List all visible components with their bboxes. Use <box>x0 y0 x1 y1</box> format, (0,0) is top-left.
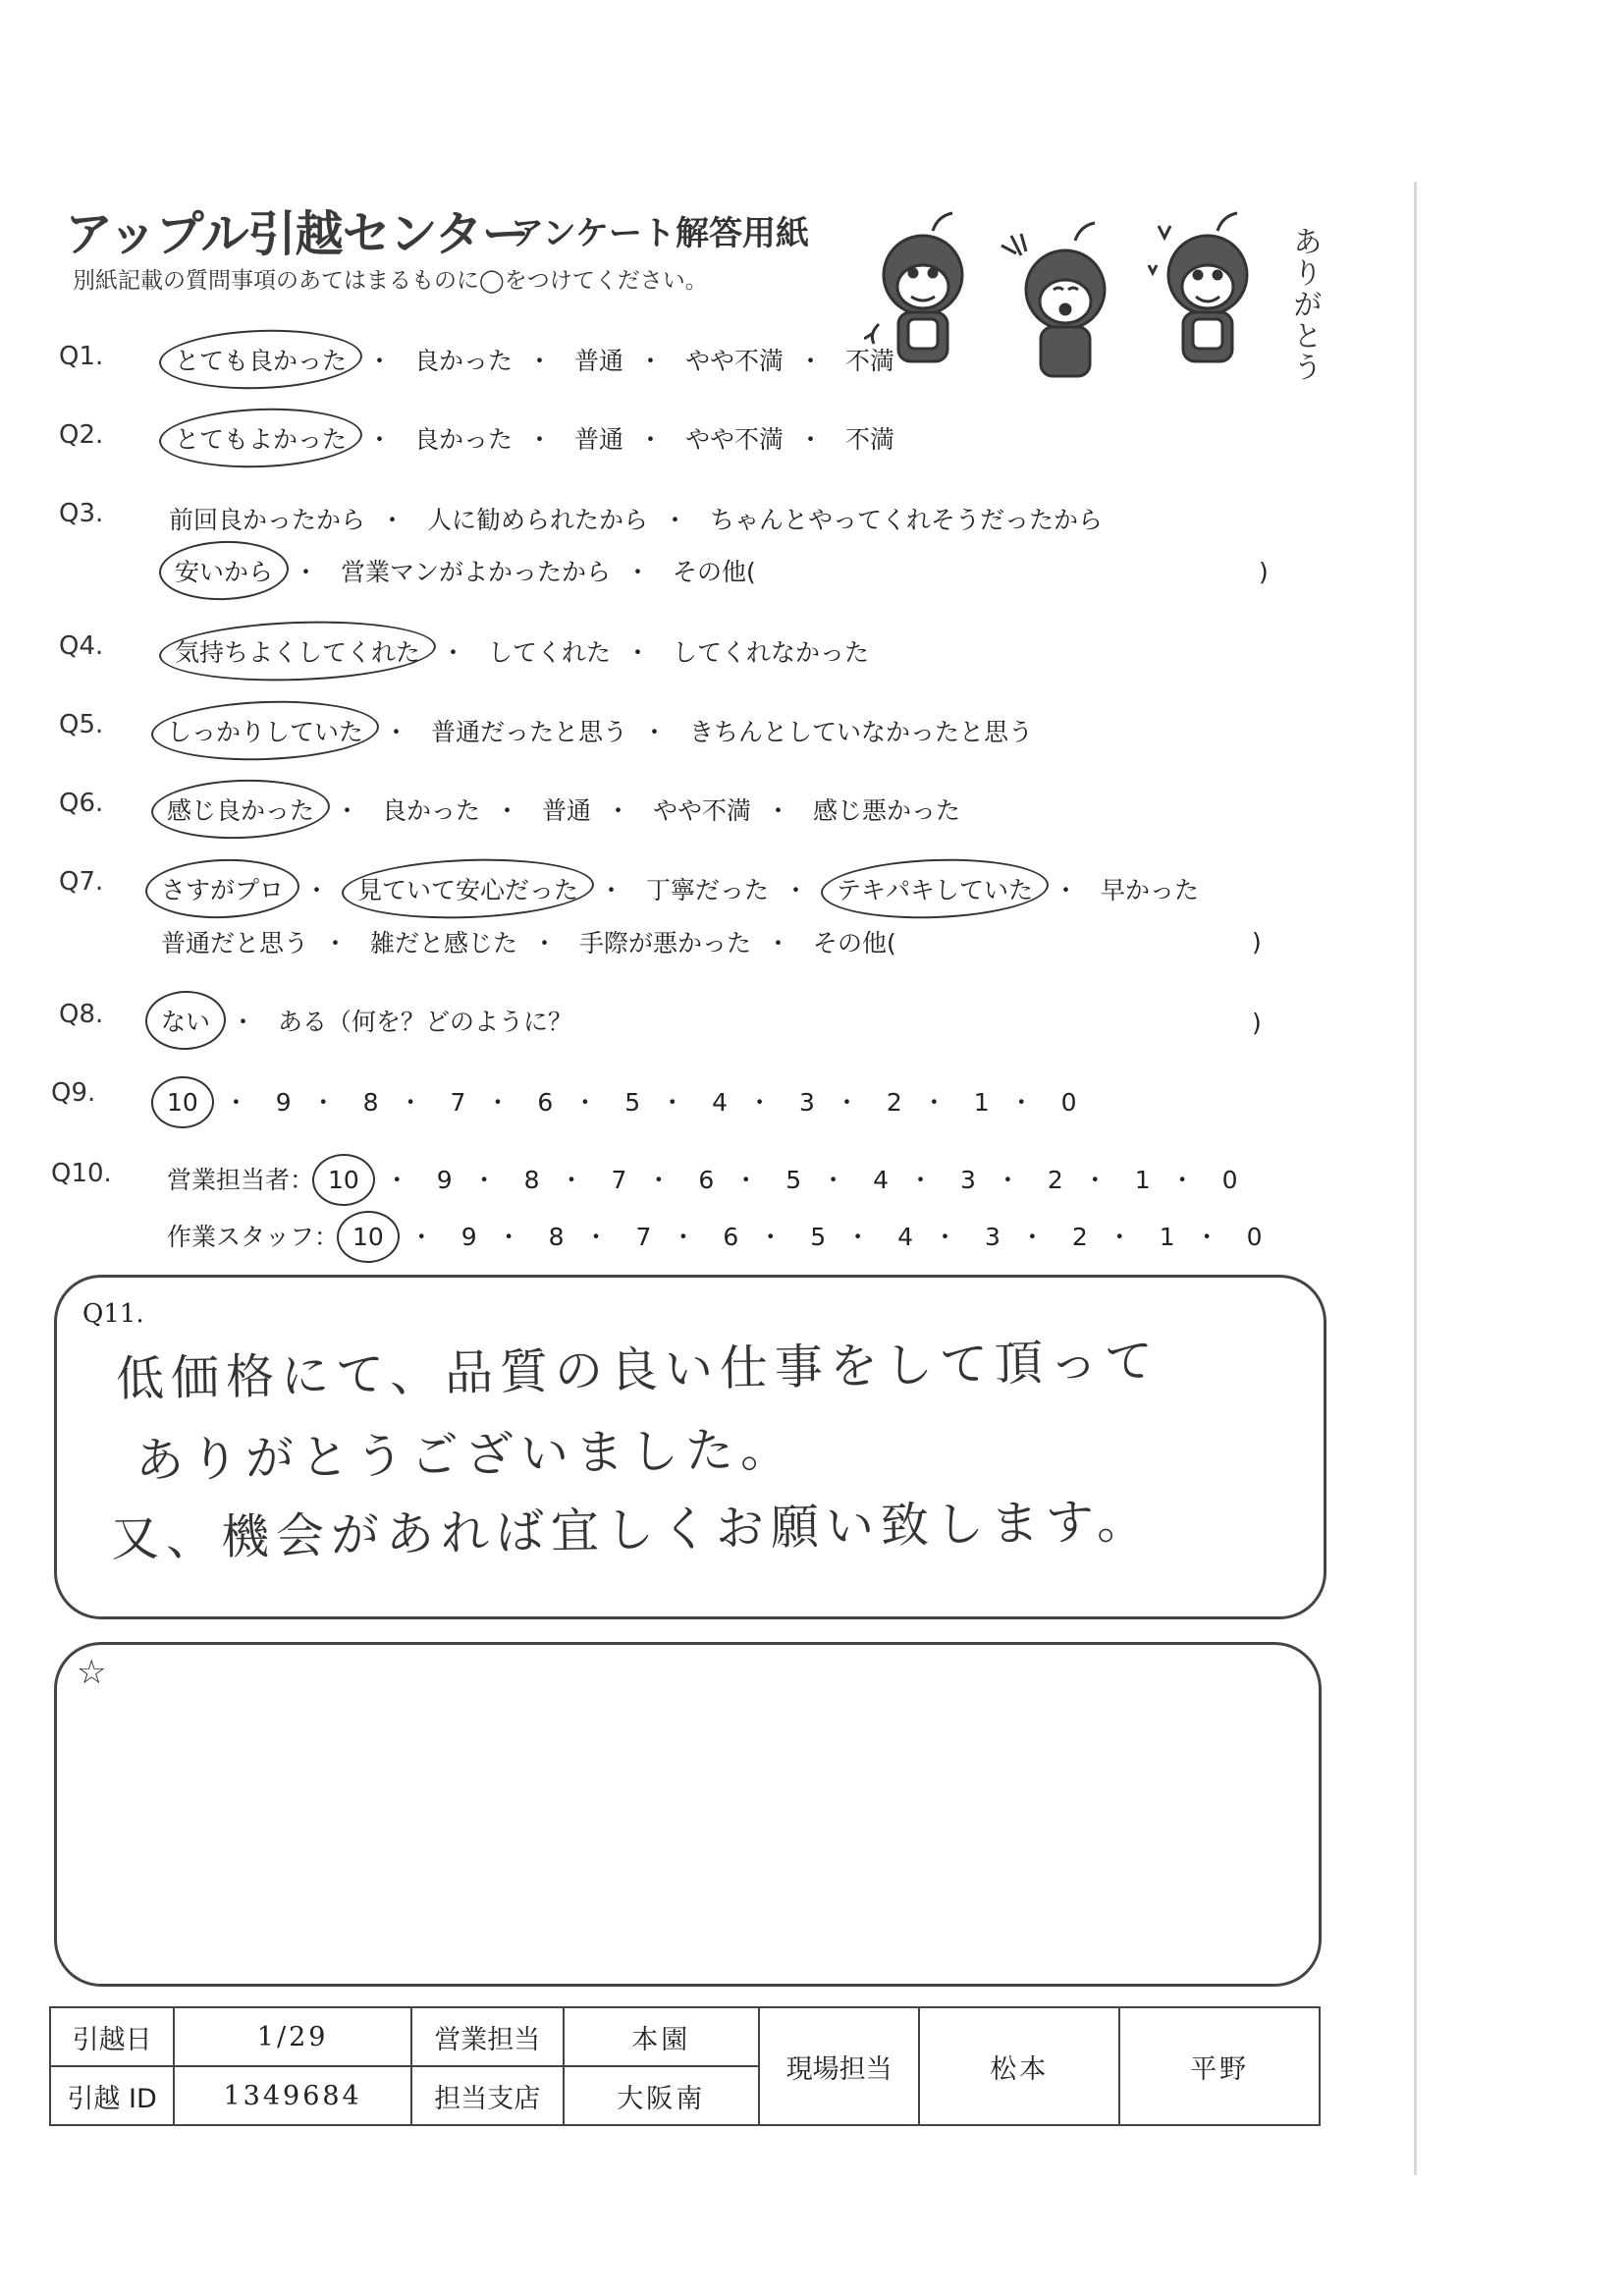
q5-option[interactable]: きちんとしていなかったと思う <box>688 718 1033 746</box>
q11-label: Q11. <box>82 1299 144 1329</box>
q9-score[interactable]: 6 <box>537 1088 554 1117</box>
move-id-label: 引越 ID <box>50 2066 174 2125</box>
q10-sales-score[interactable]: 2 <box>1047 1166 1063 1194</box>
q10-sales-row: 営業担当者： 10 ・ 9 ・ 8 ・ 7 ・ 6 ・ 5 ・ 4 ・ 3 ・ 2 ・ 1 ・ 0 <box>167 1166 1238 1194</box>
q2-option[interactable]: 良かった <box>413 425 513 454</box>
q4-option[interactable]: してくれた <box>487 638 611 667</box>
q3-options-line1: 前回良かったから ・ 人に勧められたから ・ ちゃんとやってくれそうだったから <box>169 506 1103 534</box>
q3-option[interactable]: 前回良かったから <box>169 506 366 534</box>
star-icon: ☆ <box>77 1653 107 1692</box>
q2-option-selected[interactable]: とてもよかった <box>169 420 352 456</box>
form-title: アンケート解答用紙 <box>511 214 809 253</box>
q6-option[interactable]: 良かった <box>381 796 480 825</box>
q9-score-selected[interactable]: 10 <box>161 1088 204 1117</box>
q6-option[interactable]: 感じ悪かった <box>812 796 960 825</box>
q10-sales-score[interactable]: 7 <box>611 1166 627 1194</box>
q7-option[interactable]: 早かった <box>1100 876 1199 904</box>
q9-score[interactable]: 9 <box>275 1088 292 1117</box>
q8-close-paren: ) <box>1252 1009 1262 1037</box>
q1-options: とても良かった ・ 良かった ・ 普通 ・ やや不満 ・ 不満 <box>169 342 894 377</box>
q6-option[interactable]: 普通 <box>541 796 591 825</box>
q11-handwritten-line: 又、機会があれば宜しくお願い致します。 <box>110 1493 1153 1567</box>
q10-sales-score[interactable]: 9 <box>436 1166 453 1194</box>
q7-number: Q7. <box>59 867 104 897</box>
q5-number: Q5. <box>59 710 104 739</box>
q8-number: Q8. <box>59 1000 104 1029</box>
q7-close-paren: ) <box>1252 928 1262 957</box>
q8-option[interactable]: ある（何を？どのように？ <box>277 1008 572 1036</box>
q10-staff-row: 作業スタッフ： 10 ・ 9 ・ 8 ・ 7 ・ 6 ・ 5 ・ 4 ・ 3 ・ 2 ・ 1 ・ 0 <box>167 1223 1263 1251</box>
q10-sales-score[interactable]: 4 <box>873 1166 890 1194</box>
q10-sales-score[interactable]: 3 <box>960 1166 976 1194</box>
footer-info-table <box>49 2006 1321 2126</box>
q10-staff-score[interactable]: 7 <box>635 1223 652 1251</box>
q8-options: ない ・ ある（何を？どのように？ <box>155 1003 572 1038</box>
branch-name: 大阪南 <box>564 2066 759 2125</box>
q9-score[interactable]: 1 <box>973 1088 990 1117</box>
q7-option[interactable]: 雑だと感じた <box>369 929 517 957</box>
field-staff-label: 現場担当 <box>759 2007 919 2125</box>
q3-option-other[interactable]: その他( <box>672 558 756 586</box>
monkey-mascots-illustration <box>864 206 1296 393</box>
q6-option-selected[interactable]: 感じ良かった <box>161 792 320 827</box>
thanks-vertical-text: ありがとう <box>1287 226 1322 383</box>
branch-label: 担当支店 <box>411 2066 564 2125</box>
q10-staff-score[interactable]: 0 <box>1246 1223 1263 1251</box>
q10-number: Q10. <box>51 1159 112 1188</box>
q10-sales-score-selected[interactable]: 10 <box>322 1166 365 1194</box>
q1-option-selected[interactable]: とても良かった <box>169 342 352 377</box>
q7-option-selected[interactable]: テキパキしていた <box>831 871 1039 906</box>
star-comment-box[interactable] <box>54 1642 1322 1987</box>
q10-staff-label: 作業スタッフ <box>167 1223 315 1251</box>
q5-option[interactable]: 普通だったと思う <box>430 718 627 746</box>
q9-score[interactable]: 4 <box>712 1088 729 1117</box>
q3-close-paren: ) <box>1259 558 1269 586</box>
q10-staff-score[interactable]: 8 <box>548 1223 565 1251</box>
q9-number: Q9. <box>51 1078 96 1108</box>
q4-number: Q4. <box>59 631 104 661</box>
q4-options: 気持ちよくしてくれた ・ してくれた ・ してくれなかった <box>169 633 869 669</box>
q6-option[interactable]: やや不満 <box>652 796 751 825</box>
q1-number: Q1. <box>59 342 104 371</box>
q2-number: Q2. <box>59 420 104 450</box>
q10-staff-score[interactable]: 3 <box>985 1223 1001 1251</box>
q10-staff-score-selected[interactable]: 10 <box>347 1223 390 1251</box>
q10-staff-score[interactable]: 5 <box>810 1223 827 1251</box>
q7-option-selected[interactable]: さすがプロ <box>155 871 290 906</box>
q8-option-selected[interactable]: ない <box>155 1003 216 1038</box>
colon: ： <box>314 1223 340 1251</box>
q10-staff-score[interactable]: 9 <box>460 1223 477 1251</box>
q9-score[interactable]: 8 <box>362 1088 379 1117</box>
instruction-text: 別紙記載の質問事項のあてはまるものに◯をつけてください。 <box>73 268 708 294</box>
q3-option-selected[interactable]: 安いから <box>169 553 279 588</box>
q10-staff-score[interactable]: 6 <box>723 1223 739 1251</box>
q2-options: とてもよかった ・ 良かった ・ 普通 ・ やや不満 ・ 不満 <box>169 420 894 456</box>
q9-score[interactable]: 3 <box>799 1088 815 1117</box>
q2-option[interactable]: やや不満 <box>684 425 784 454</box>
q6-number: Q6. <box>59 789 104 818</box>
sales-label: 営業担当 <box>411 2007 564 2066</box>
q10-staff-score[interactable]: 2 <box>1071 1223 1088 1251</box>
q11-comment-box[interactable] <box>54 1275 1326 1619</box>
q10-sales-score[interactable]: 5 <box>785 1166 802 1194</box>
colon: ： <box>290 1166 315 1194</box>
q11-handwritten-line: ありがとうございました。 <box>135 1421 796 1489</box>
q7-option[interactable]: 普通だと思う <box>161 929 309 957</box>
q7-option-selected[interactable]: 見ていて安心だった <box>352 871 584 906</box>
q2-option[interactable]: 普通 <box>573 425 623 454</box>
q10-sales-score[interactable]: 8 <box>523 1166 540 1194</box>
sales-name: 本園 <box>564 2007 759 2066</box>
q9-scale: 10 ・ 9 ・ 8 ・ 7 ・ 6 ・ 5 ・ 4 ・ 3 ・ 2 ・ 1 ・ 0 <box>161 1083 1077 1119</box>
q5-options: しっかりしていた ・ 普通だったと思う ・ きちんとしていなかったと思う <box>161 713 1033 748</box>
q5-option-selected[interactable]: しっかりしていた <box>161 713 369 748</box>
move-date-label: 引越日 <box>50 2007 174 2066</box>
q1-option[interactable]: 良かった <box>413 347 513 375</box>
q7-option-other[interactable]: その他( <box>812 929 896 957</box>
q7-option[interactable]: 手際が悪かった <box>578 929 751 957</box>
q7-options-line1: さすがプロ ・ 見ていて安心だった ・ 丁寧だった ・ テキパキしていた ・ 早かった <box>155 871 1199 906</box>
q4-option[interactable]: してくれなかった <box>672 638 869 667</box>
q4-option-selected[interactable]: 気持ちよくしてくれた <box>169 633 426 669</box>
q3-option[interactable]: 営業マンがよかったから <box>340 558 611 586</box>
q3-options-line2: 安いから ・ 営業マンがよかったから ・ その他( <box>169 553 756 588</box>
q10-sales-score[interactable]: 6 <box>698 1166 715 1194</box>
q10-staff-score[interactable]: 4 <box>897 1223 914 1251</box>
move-id-value: 1349684 <box>174 2066 411 2125</box>
q9-score[interactable]: 0 <box>1060 1088 1077 1117</box>
q9-score[interactable]: 5 <box>624 1088 641 1117</box>
q3-number: Q3. <box>59 499 104 528</box>
page-edge-shadow <box>1414 182 1417 2175</box>
q10-sales-score[interactable]: 0 <box>1221 1166 1238 1194</box>
q2-option[interactable]: 不満 <box>844 425 894 454</box>
company-name: アップル引越センター <box>65 206 529 262</box>
q10-sales-label: 営業担当者 <box>167 1166 291 1194</box>
q3-option[interactable]: ちゃんとやってくれそうだったから <box>709 506 1103 534</box>
field-staff-1: 松本 <box>919 2007 1119 2125</box>
q7-option[interactable]: 丁寧だった <box>645 876 769 904</box>
move-date-value: 1/29 <box>174 2007 411 2066</box>
q11-handwritten-line: 低価格にて、品質の良い仕事をして頂って <box>115 1333 1161 1407</box>
field-staff-2: 平野 <box>1119 2007 1320 2125</box>
q10-staff-score[interactable]: 1 <box>1159 1223 1175 1251</box>
q10-sales-score[interactable]: 1 <box>1134 1166 1151 1194</box>
q1-option[interactable]: やや不満 <box>684 347 784 375</box>
q9-score[interactable]: 7 <box>450 1088 466 1117</box>
q1-option[interactable]: 普通 <box>573 347 623 375</box>
q6-options: 感じ良かった ・ 良かった ・ 普通 ・ やや不満 ・ 感じ悪かった <box>161 792 960 827</box>
q9-score[interactable]: 2 <box>886 1088 902 1117</box>
q3-option[interactable]: 人に勧められたから <box>426 506 648 534</box>
q1-option[interactable]: 不満 <box>844 347 894 375</box>
q7-options-line2: 普通だと思う ・ 雑だと感じた ・ 手際が悪かった ・ その他( <box>161 929 896 957</box>
